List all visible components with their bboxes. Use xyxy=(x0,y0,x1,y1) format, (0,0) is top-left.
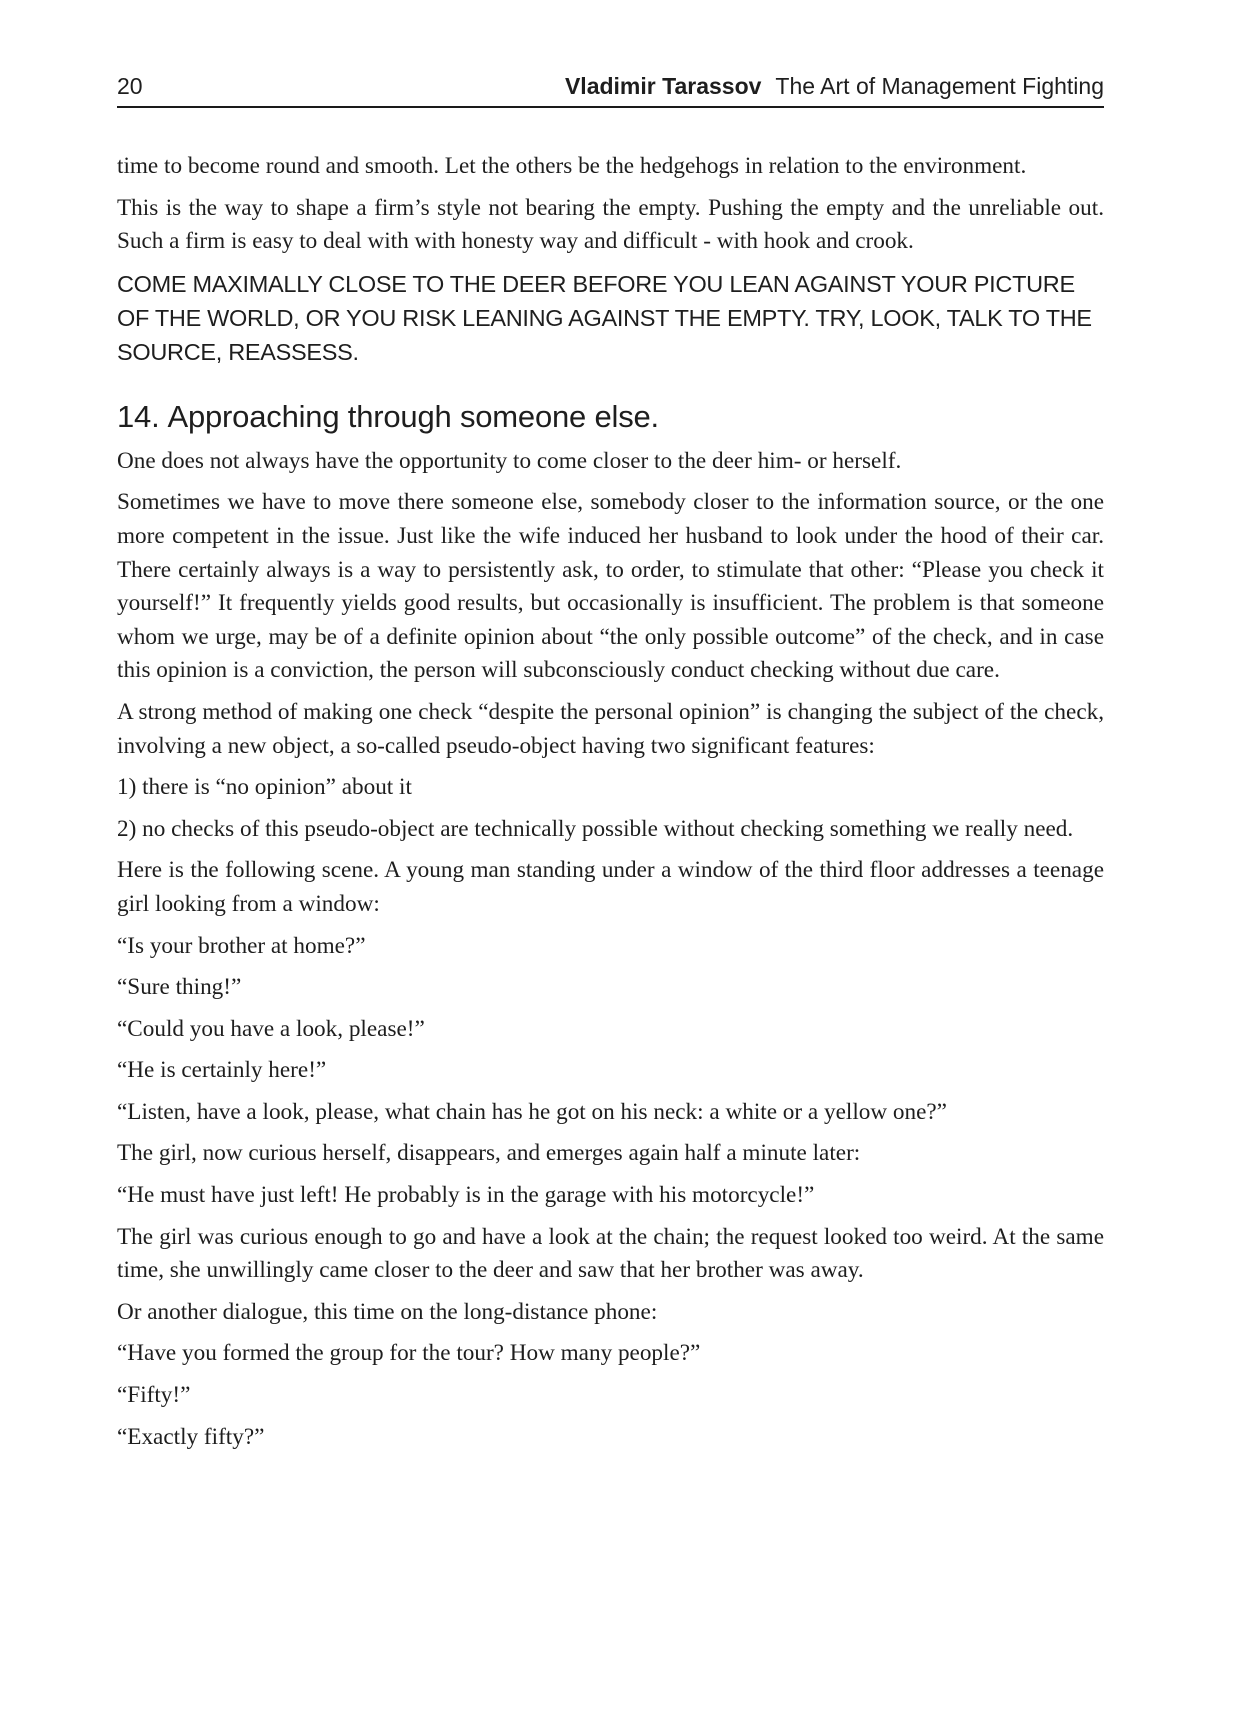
paragraph: Or another dialogue, this time on the long-distance phone: xyxy=(117,1298,658,1325)
paragraph: Here is the following scene. A young man standing under a window of the third floor addresses a teenage girl looking from a window: xyxy=(117,857,1104,917)
paragraph: The girl, now curious herself, disappears, and emerges again half a minute later: xyxy=(117,1140,861,1167)
dialogue-line: “Is your brother at home?” xyxy=(117,932,366,959)
paragraph: One does not always have the opportunity to come closer to the deer him- or herself. xyxy=(117,447,902,474)
page-content xyxy=(117,150,1104,1454)
paragraph: The girl was curious enough to go and have a look at the chain; the request looked too weird. At the same time, she unwillingly came closer to the deer and saw that her brother was away. xyxy=(117,1223,1104,1284)
paragraph: time to become round and smooth. Let the others be the hedgehogs in relation to the environment. xyxy=(117,153,1027,179)
paragraph: This is the way to shape a firm’s style not bearing the empty. Pushing the empty and the unreliable out. Such a firm is easy to deal with with honesty way and difficult - with hook and crook. xyxy=(117,194,1104,255)
maxim-callout: COME MAXIMALLY CLOSE TO THE DEER BEFORE YOU LEAN AGAINST YOUR PICTURE OF THE WORLD, OR YOU RISK LEANING AGAINST THE EMPTY. TRY, LOOK, TALK TO THE SOURCE, REASSESS. xyxy=(117,270,1092,365)
section-number: 14. xyxy=(117,398,160,434)
section-heading xyxy=(117,397,1104,437)
book-title: The Art of Management Fighting xyxy=(775,73,1104,99)
page-number: 20 xyxy=(117,73,143,99)
dialogue-line: “Have you formed the group for the tour? How many people?” xyxy=(117,1340,701,1367)
book-page xyxy=(117,70,1104,1462)
dialogue-line: “Could you have a look, please!” xyxy=(117,1015,425,1042)
running-title xyxy=(565,70,1104,102)
list-item: 2) no checks of this pseudo-object are technically possible without checking something we really need. xyxy=(117,815,1074,842)
running-head xyxy=(117,70,1104,108)
section-title: Approaching through someone else. xyxy=(167,398,659,434)
dialogue-line: “Exactly fifty?” xyxy=(117,1423,265,1450)
author-name: Vladimir Tarassov xyxy=(564,73,762,99)
list-item: 1) there is “no opinion” about it xyxy=(117,774,412,801)
dialogue-line: “Fifty!” xyxy=(117,1382,191,1409)
dialogue-line: “Listen, have a look, please, what chain has he got on his neck: a white or a yellow one?” xyxy=(117,1098,947,1125)
dialogue-line: “He is certainly here!” xyxy=(117,1057,327,1084)
paragraph: A strong method of making one check “despite the personal opinion” is changing the subject of the check, involving a new object, a so-called pseudo-object having two significant features: xyxy=(117,698,1104,759)
dialogue-line: “He must have just left! He probably is in the garage with his motorcycle!” xyxy=(117,1182,815,1209)
dialogue-line: “Sure thing!” xyxy=(117,974,242,1001)
paragraph: Sometimes we have to move there someone else, somebody closer to the information source, or the one more competent in the issue. Just like the wife induced her husband to look under the hood of their car. There certainly always is a way to persistently ask, to order, to stimulate that other: “Please you check it yourself!” It frequently yields good results, but occasionally is insufficient. The problem is that someone whom we urge, may be of a definite opinion about “the only possible outcome” of the check, and in case this opinion is a conviction, the person will subconsciously conduct checking without due care. xyxy=(117,489,1104,684)
